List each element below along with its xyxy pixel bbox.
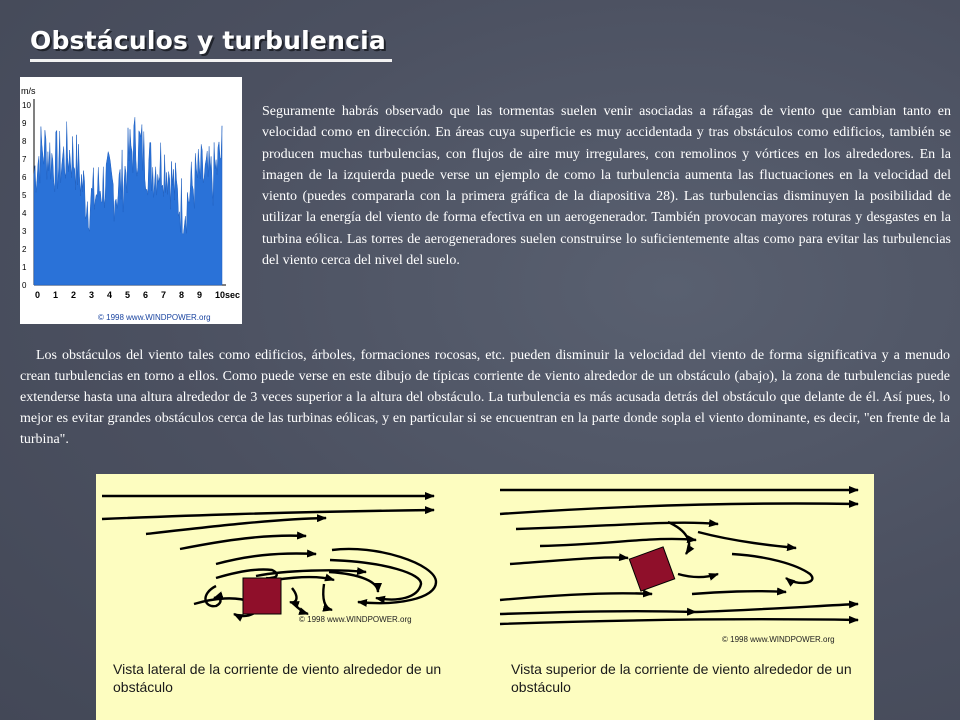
top-view-streamlines [500, 490, 858, 624]
obstacles-paragraph: Los obstáculos del viento tales como edificios, árboles, formaciones rocosas, etc. pueden disminuir la velocidad del viento de forma significativa y a menudo crean turbulencias en torno a ellos. Como puede verse en este dibujo de típicas corriente de viento alrededor de un obstáculo (abajo), la zona de turbulencias puede extenderse hasta una altura alrededor de 3 veces superior a la altura del obstáculo. La turbulencia es más acusada detrás del obstáculo que delante de él. Así pues, lo mejor es evitar grandes obstáculos cerca de las turbinas eólicas, y en particular si se encuentran en la parte donde sopla el viento dominante, es decir, "en frente de la turbina". [20, 348, 950, 447]
side-view-credit: © 1998 www.WINDPOWER.org [299, 615, 412, 624]
x-tick-label: 6 [143, 290, 149, 300]
x-tick-label: 3 [89, 290, 95, 300]
x-tick-label: 4 [107, 290, 113, 300]
y-tick-label: 4 [22, 209, 27, 218]
y-tick-label: 9 [22, 119, 27, 128]
chart-x-ticks [35, 290, 225, 300]
x-tick-label: 7 [161, 290, 167, 300]
x-tick-label: 10 [215, 290, 226, 300]
title-underline [30, 59, 392, 62]
obstacle-top-view [629, 547, 674, 591]
obstacle-side-view [243, 578, 281, 614]
y-tick-label: 6 [22, 173, 27, 182]
y-tick-label: 2 [22, 245, 27, 254]
wind-speed-chart-svg [20, 77, 242, 324]
y-tick-label: 7 [22, 155, 27, 164]
chart-y-ticks [22, 101, 31, 290]
chart-unit-label: m/s [21, 86, 36, 96]
x-tick-label: 2 [71, 290, 77, 300]
y-tick-label: 10 [22, 101, 31, 110]
top-view-caption: Vista superior de la corriente de viento alrededor de un obstáculo [511, 661, 852, 695]
slide-title: Obstáculos y turbulencia [30, 26, 386, 55]
chart-x-unit: sec [225, 290, 241, 300]
y-tick-label: 3 [22, 227, 27, 236]
intro-paragraph: Seguramente habrás observado que las tormentas suelen venir asociadas a ráfagas de viento que cambian tanto en velocidad como en dirección. En áreas cuya superficie es muy accidentada y tras obstáculos como edificios, también se producen muchas turbulencias, con flujos de aire muy irregulares, con remolinos y vórtices en los alrededores. En la imagen de la izquierda puede verse un ejemplo de como la turbulencia aumenta las fluctuaciones en la velocidad del viento (puedes compararla con la primera gráfica de la diapositiva 28). Las turbulencias disminuyen la posibilidad de utilizar la energía del viento de forma efectiva en un aerogenerador. También provocan mayores roturas y desgastes en la turbina eólica. Las torres de aerogeneradores suelen construirse lo suficientemente altas como para evitar las turbulencias del viento cerca del nivel del suelo. [262, 104, 951, 269]
x-tick-label: 9 [197, 290, 203, 300]
flow-diagram-panel [96, 474, 874, 720]
top-view-credit: © 1998 www.WINDPOWER.org [722, 635, 835, 644]
x-tick-label: 1 [53, 290, 59, 300]
chart-credit: © 1998 www.WINDPOWER.org [98, 313, 211, 322]
y-tick-label: 0 [22, 281, 27, 290]
wind-speed-area [34, 117, 222, 285]
wind-speed-chart [20, 77, 242, 324]
y-tick-label: 8 [22, 137, 27, 146]
x-tick-label: 5 [125, 290, 131, 300]
side-view-caption: Vista lateral de la corriente de viento alrededor de un obstáculo [113, 661, 442, 695]
x-tick-label: 8 [179, 290, 185, 300]
y-tick-label: 5 [22, 191, 27, 200]
x-tick-label: 0 [35, 290, 41, 300]
y-tick-label: 1 [22, 263, 27, 272]
